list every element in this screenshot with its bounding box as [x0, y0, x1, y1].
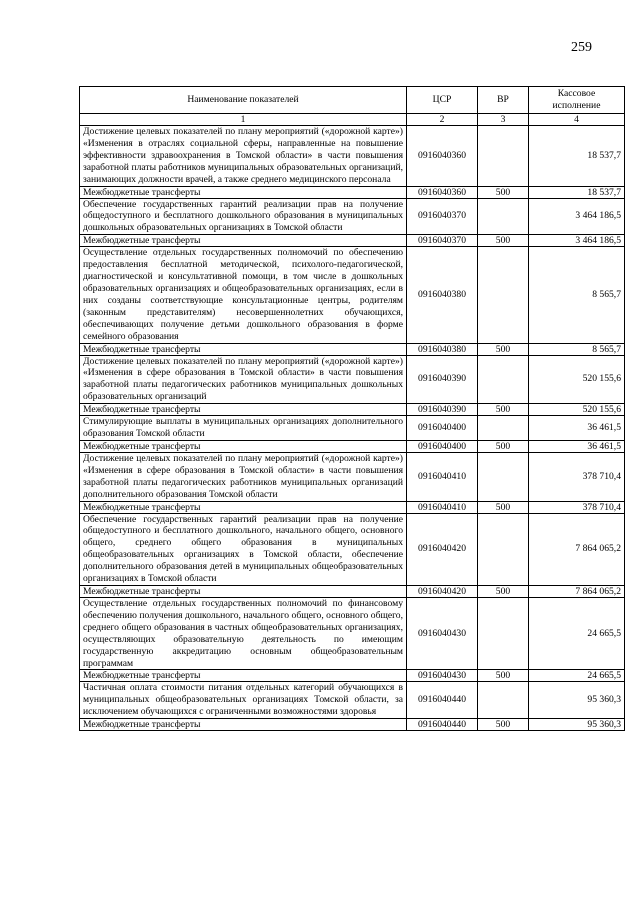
- row-name: Межбюджетные трансферты: [80, 501, 407, 513]
- row-name: Стимулирующие выплаты в муниципальных организациях дополнительного образования Томской области: [80, 416, 407, 441]
- row-name: Частичная оплата стоимости питания отдельных категорий обучающихся в муниципальных общеобразовательных организациях Томской области, за исключением обучающихся с ограниченными возможностями здоровья: [80, 682, 407, 719]
- row-vr: [478, 126, 529, 187]
- row-csr: 0916040420: [407, 586, 478, 598]
- row-name: Межбюджетные трансферты: [80, 440, 407, 452]
- row-csr: 0916040370: [407, 235, 478, 247]
- row-name: Осуществление отдельных государственных полномочий по финансовому обеспечению получения дошкольного, начального общего, основного общего, среднего общего образования в частных общеобразовательных организациях, осуществляющих образовательную деятельность по имеющим государственную аккредитацию основным общеобразовательным программам: [80, 598, 407, 670]
- row-csr: 0916040410: [407, 501, 478, 513]
- row-name: Межбюджетные трансферты: [80, 586, 407, 598]
- table-row: [80, 198, 625, 235]
- row-cash: 8 565,7: [529, 247, 625, 343]
- row-csr: 0916040440: [407, 682, 478, 719]
- table-row: [80, 452, 625, 501]
- row-csr: 0916040360: [407, 126, 478, 187]
- column-number-2: 2: [407, 114, 478, 126]
- row-name: Межбюджетные трансферты: [80, 404, 407, 416]
- row-name: Межбюджетные трансферты: [80, 719, 407, 731]
- row-csr: 0916040380: [407, 343, 478, 355]
- row-vr: 500: [478, 186, 529, 198]
- table-row: [80, 404, 625, 416]
- row-vr: [478, 513, 529, 585]
- page-number: 259: [571, 40, 592, 55]
- header-csr: ЦСР: [407, 87, 478, 114]
- row-vr: [478, 247, 529, 343]
- column-number-4: 4: [529, 114, 625, 126]
- row-name: Достижение целевых показателей по плану мероприятий («дорожной карте») «Изменения в сфере образования в Томской области» в части повышения заработной платы педагогических работников муниципальных организаций дополнительного образования Томской области: [80, 452, 407, 501]
- table-header-row: [80, 87, 625, 114]
- row-vr: 500: [478, 440, 529, 452]
- row-cash: 24 665,5: [529, 670, 625, 682]
- row-name: Достижение целевых показателей по плану мероприятий («дорожной карте») «Изменения в отраслях социальной сферы, направленные на повышение эффективности здравоохранения в Томской области» в части повышения заработной платы работников муниципальных образовательных организаций, занимающих должности врачей, а также среднего медицинского персонала: [80, 126, 407, 187]
- table-row: [80, 343, 625, 355]
- row-name: Межбюджетные трансферты: [80, 235, 407, 247]
- header-cash-line-1: Кассовое: [557, 88, 596, 100]
- row-csr: 0916040360: [407, 186, 478, 198]
- row-cash: 7 864 065,2: [529, 586, 625, 598]
- row-vr: 500: [478, 586, 529, 598]
- row-csr: 0916040420: [407, 513, 478, 585]
- table-row: [80, 440, 625, 452]
- row-name: Межбюджетные трансферты: [80, 670, 407, 682]
- row-cash: 18 537,7: [529, 186, 625, 198]
- row-cash: 520 155,6: [529, 404, 625, 416]
- row-name: Осуществление отдельных государственных полномочий по обеспечению предоставления бесплатной методической, психолого-педагогической, диагностической и консультативной помощи, в том числе в дошкольных образовательных организациях и общеобразовательных организациях, если в них созданы соответствующие консультационные центры, родителям (законным представителям) несовершеннолетних обучающихся, обеспечивающих получение детьми дошкольного образования в форме семейного образования: [80, 247, 407, 343]
- table-row: [80, 501, 625, 513]
- row-csr: 0916040430: [407, 598, 478, 670]
- row-vr: 500: [478, 235, 529, 247]
- header-vr: ВР: [478, 87, 529, 114]
- row-csr: 0916040370: [407, 198, 478, 235]
- table-row: [80, 247, 625, 343]
- row-vr: [478, 598, 529, 670]
- table-row: [80, 586, 625, 598]
- row-csr: 0916040390: [407, 355, 478, 404]
- table-row: [80, 670, 625, 682]
- table-row: [80, 186, 625, 198]
- table-body: [80, 126, 625, 731]
- row-cash: 3 464 186,5: [529, 235, 625, 247]
- row-cash: 36 461,5: [529, 416, 625, 441]
- table-row: [80, 513, 625, 585]
- table-row: [80, 416, 625, 441]
- row-name: Межбюджетные трансферты: [80, 186, 407, 198]
- row-csr: 0916040380: [407, 247, 478, 343]
- row-vr: [478, 452, 529, 501]
- row-csr: 0916040390: [407, 404, 478, 416]
- row-vr: 500: [478, 343, 529, 355]
- row-vr: 500: [478, 670, 529, 682]
- row-vr: [478, 682, 529, 719]
- table-row: [80, 355, 625, 404]
- row-csr: 0916040440: [407, 719, 478, 731]
- row-vr: [478, 416, 529, 441]
- row-csr: 0916040400: [407, 416, 478, 441]
- row-csr: 0916040400: [407, 440, 478, 452]
- row-vr: 500: [478, 719, 529, 731]
- row-cash: 24 665,5: [529, 598, 625, 670]
- row-vr: 500: [478, 501, 529, 513]
- row-csr: 0916040430: [407, 670, 478, 682]
- header-cash: [529, 87, 625, 114]
- row-vr: [478, 355, 529, 404]
- table-row: [80, 235, 625, 247]
- column-number-3: 3: [478, 114, 529, 126]
- row-cash: 95 360,3: [529, 719, 625, 731]
- row-cash: 3 464 186,5: [529, 198, 625, 235]
- header-name: Наименование показателей: [80, 87, 407, 114]
- table-row: [80, 126, 625, 187]
- row-cash: 378 710,4: [529, 501, 625, 513]
- row-name: Межбюджетные трансферты: [80, 343, 407, 355]
- row-cash: 378 710,4: [529, 452, 625, 501]
- row-name: Достижение целевых показателей по плану мероприятий («дорожной карте») «Изменения в сфере образования в Томской области» в части повышения заработной платы педагогических работников муниципальных дошкольных образовательных организаций: [80, 355, 407, 404]
- row-vr: [478, 198, 529, 235]
- column-number-1: 1: [80, 114, 407, 126]
- row-cash: 520 155,6: [529, 355, 625, 404]
- table-row: [80, 719, 625, 731]
- column-number-row: [80, 114, 625, 126]
- row-cash: 7 864 065,2: [529, 513, 625, 585]
- table-row: [80, 598, 625, 670]
- row-name: Обеспечение государственных гарантий реализации прав на получение общедоступного и бесплатного дошкольного образования в муниципальных дошкольных образовательных организациях в Томской области: [80, 198, 407, 235]
- row-cash: 36 461,5: [529, 440, 625, 452]
- row-vr: 500: [478, 404, 529, 416]
- budget-execution-table: [79, 86, 625, 731]
- row-cash: 8 565,7: [529, 343, 625, 355]
- header-cash-line-2: исполнение: [552, 100, 601, 111]
- row-cash: 95 360,3: [529, 682, 625, 719]
- table-row: [80, 682, 625, 719]
- row-csr: 0916040410: [407, 452, 478, 501]
- row-name: Обеспечение государственных гарантий реализации прав на получение общедоступного и бесплатного дошкольного, начального общего, основного общего, среднего общего образования в муниципальных общеобразовательных организациях в Томской области, обеспечение дополнительного образования детей в муниципальных общеобразовательных организациях в Томской области: [80, 513, 407, 585]
- row-cash: 18 537,7: [529, 126, 625, 187]
